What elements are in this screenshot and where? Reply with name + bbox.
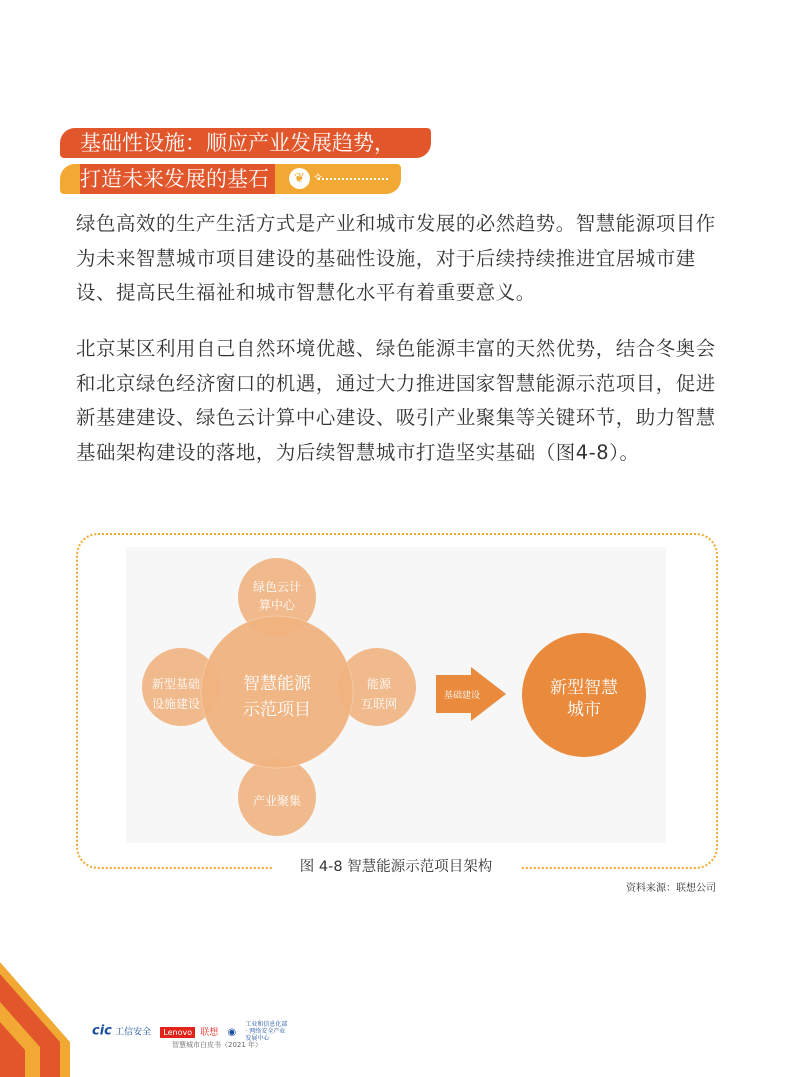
heading-text-1: 基础性设施：顺应产业发展趋势， — [80, 131, 395, 155]
top-label-2: 算中心 — [258, 598, 296, 612]
org-logo-text: 工业和信息化部 · 网络安全产业发展中心 — [245, 1021, 288, 1042]
right-label-2: 互联网 — [360, 697, 398, 711]
arrow-label: 基础建设 — [443, 691, 481, 701]
leaf-icon: ❦ — [289, 168, 310, 189]
page-number: 41 — [67, 995, 84, 1012]
body-paragraph-2: 北京某区利用自己自然环境优越、绿色能源丰富的天然优势，结合冬奥会和北京绿色经济窗口的机遇，通过大力推进国家智慧能源示范项目，促进新基建建设、绿色云计算中心建设、吸引产业聚集等关键环节，助力智慧基础架构建设的落地，为后续智慧城市打造坚实基础（图4-8）。 — [76, 337, 716, 464]
dotted-line-decoration — [318, 178, 388, 180]
heading-text-2: 打造未来发展的基石 — [80, 164, 275, 194]
cic-logo-text: 工信安全 — [115, 1027, 152, 1038]
org-emblem-icon: ◉ — [227, 1026, 237, 1038]
section-heading-line-1 — [60, 128, 431, 158]
sparkle-icon: ✧ — [313, 170, 324, 184]
footer-subtitle: 智慧城市白皮书（2021 年） — [172, 1041, 263, 1049]
architecture-diagram — [126, 547, 666, 843]
lenovo-logo-cn: 联想 — [200, 1027, 219, 1038]
footer-logos — [92, 1021, 289, 1042]
center-label-1: 智慧能源 — [243, 674, 311, 694]
left-label-2: 设施建设 — [151, 697, 201, 711]
bottom-label-1: 产业聚集 — [252, 794, 302, 808]
figure-caption: 图 4-8 智慧能源示范项目架构 — [272, 852, 520, 882]
body-paragraph-1: 绿色高效的生产生活方式是产业和城市发展的必然趋势。智慧能源项目作为未来智慧城市项目建设的基础性设施，对于后续持续推进宜居城市建设、提高民生福祉和城市智慧化水平有着重要意义。 — [76, 212, 716, 304]
left-label-1: 新型基础 — [151, 677, 201, 691]
section-heading-line-2 — [60, 164, 401, 194]
source-note: 资料来源：联想公司 — [626, 883, 716, 894]
target-label-1: 新型智慧 — [550, 678, 618, 698]
cic-logo: cic — [92, 1023, 112, 1039]
right-label-1: 能源 — [366, 677, 392, 691]
top-label-1: 绿色云计 — [252, 580, 302, 594]
target-label-2: 城市 — [567, 700, 601, 720]
center-label-2: 示范项目 — [243, 700, 311, 720]
corner-decoration — [0, 962, 95, 1077]
lenovo-logo: Lenovo — [160, 1027, 195, 1038]
